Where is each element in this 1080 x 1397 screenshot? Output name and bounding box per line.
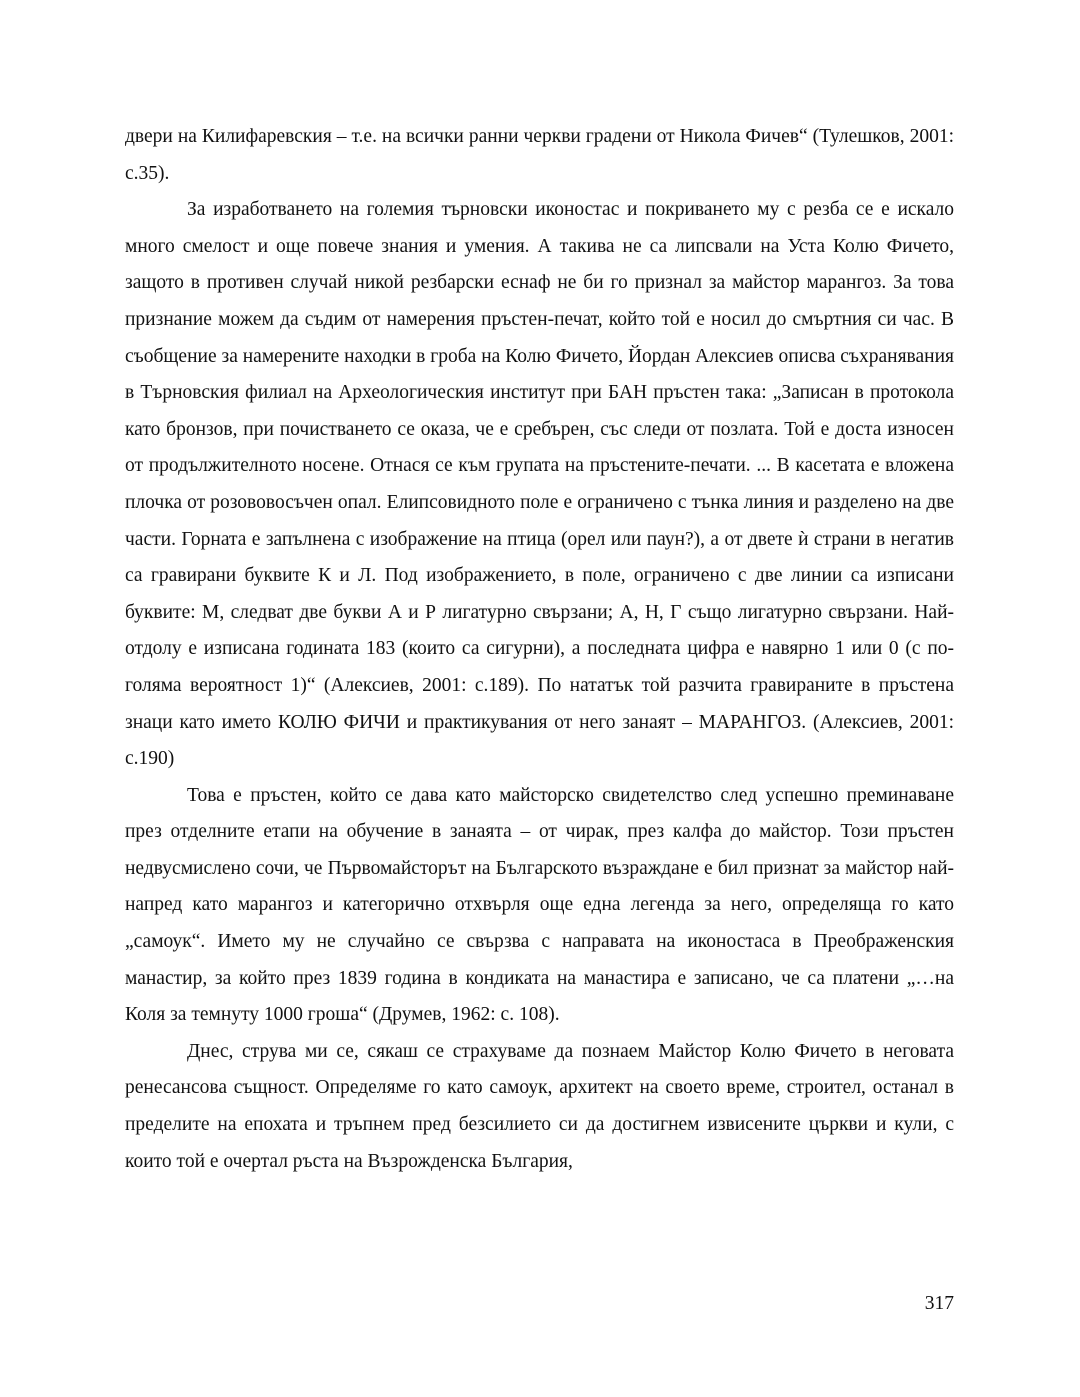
text-line: Това е пръстен, който се дава като майсторско свидетелство след успешно: [187, 784, 839, 806]
paragraph: [125, 778, 954, 1034]
paragraph: [125, 1034, 954, 1180]
text-line: (Тулешков, 2001: с.35).: [125, 126, 955, 184]
paragraph: [125, 119, 954, 192]
text-line: Фичето, Йордан Алексиев описва съхранявания в Търновския филиал на Археологическия: [125, 345, 954, 404]
text-line: оказа, че е сребърен, със следи от позлата. Той е доста износен от продължителното: [125, 418, 954, 477]
text-line: искало много смелост и още повече знания и умения. А такива не са липсвали на Уста: [125, 199, 955, 257]
text-line: неговата ренесансова същност. Определяме го като самоук, архитект на своето време,: [125, 1040, 954, 1099]
paragraph: [125, 192, 954, 778]
page-body: [125, 119, 954, 1180]
text-line: Днес, струва ми се, сякаш се страхуваме да познаем Майстор Колю Фичето в: [187, 1040, 875, 1062]
text-line: двери на Килифаревския – т.е. на всички ранни черкви градени от Никола Фичев“: [125, 126, 808, 147]
text-line: преминаване през отделните етапи на обучение в занаята – от чирак, през калфа до: [125, 784, 955, 843]
text-line: негатив са гравирани буквите К и Л. Под изображението, в поле, ограничено с две линии: [125, 528, 954, 587]
page-number: 317: [924, 1293, 954, 1314]
text-line: майстор. Този пръстен недвусмислено сочи, че Първомайсторът на Българското: [125, 821, 954, 879]
text-line: строител, останал в пределите на епохата и тръпнем пред безсилието си да достигнем: [125, 1077, 954, 1136]
text-line: направата на иконостаса в Преображенския манастир, за който през 1839 година в: [125, 931, 954, 989]
text-line: розововосъчен опал. Елипсовидното поле е ограничено с тънка линия и разделено на две: [210, 491, 954, 513]
text-line: кондиката на манастира е записано, че са платени „…на Коля за темнуту 1000 гроша“: [125, 967, 955, 1026]
text-line: извисените църкви и кули, с които той е очертал ръста на Възрожденска България,: [125, 1114, 954, 1172]
text-line: него занаят – МАРАНГОЗ. (Алексиев, 2001: с.190): [125, 711, 954, 770]
text-line: Колю Фичето, защото в противен случай никой резбарски еснаф не би го признал за: [125, 235, 954, 294]
text-line: цифра е навярно 1 или 0 (с по-голяма вероятност 1)“ (Алексиев, 2001: с.189). По нататък: [125, 638, 954, 696]
text-line: той е носил до смъртния си час. В съобщение за намерените находки в гроба на Колю: [125, 308, 955, 367]
text-line: още една легенда за него, определяща го като „самоук“. Името му не случайно се свързва с: [125, 894, 954, 953]
text-line: За изработването на големия търновски иконостас и покриването му с резба се е: [187, 199, 890, 221]
text-line: части. Горната е запълнена с изображение на птица (орел или паун?), а от двете ѝ страни в: [125, 528, 886, 550]
text-line: той разчита гравираните в пръстена знаци като името КОЛЮ ФИЧИ и практикувания от: [125, 674, 954, 733]
text-line: майстор марангоз. За това признание можем да съдим от намерения пръстен-печат, който: [125, 272, 955, 330]
text-line: носене. Отнася се към групата на пръстените-печати. ... В касетата е вложена плочка от: [125, 455, 955, 513]
text-line: лигатурно свързани. Най-отдолу е изписана годината 183 (които са сигурни), а последната: [125, 601, 955, 660]
text-line: институт при БАН пръстен така: „Записан в протокола като бронзов, при почистването се: [125, 382, 955, 440]
text-line: са изписани буквите: М, следват две букви А и Р лигатурно свързани; А, Н, Г също: [125, 565, 954, 623]
text-line: (Друмев, 1962: с. 108).: [372, 1004, 560, 1026]
text-line: възраждане е бил признат за майстор най-напред като марангоз и категорично отхвърля: [125, 857, 955, 916]
